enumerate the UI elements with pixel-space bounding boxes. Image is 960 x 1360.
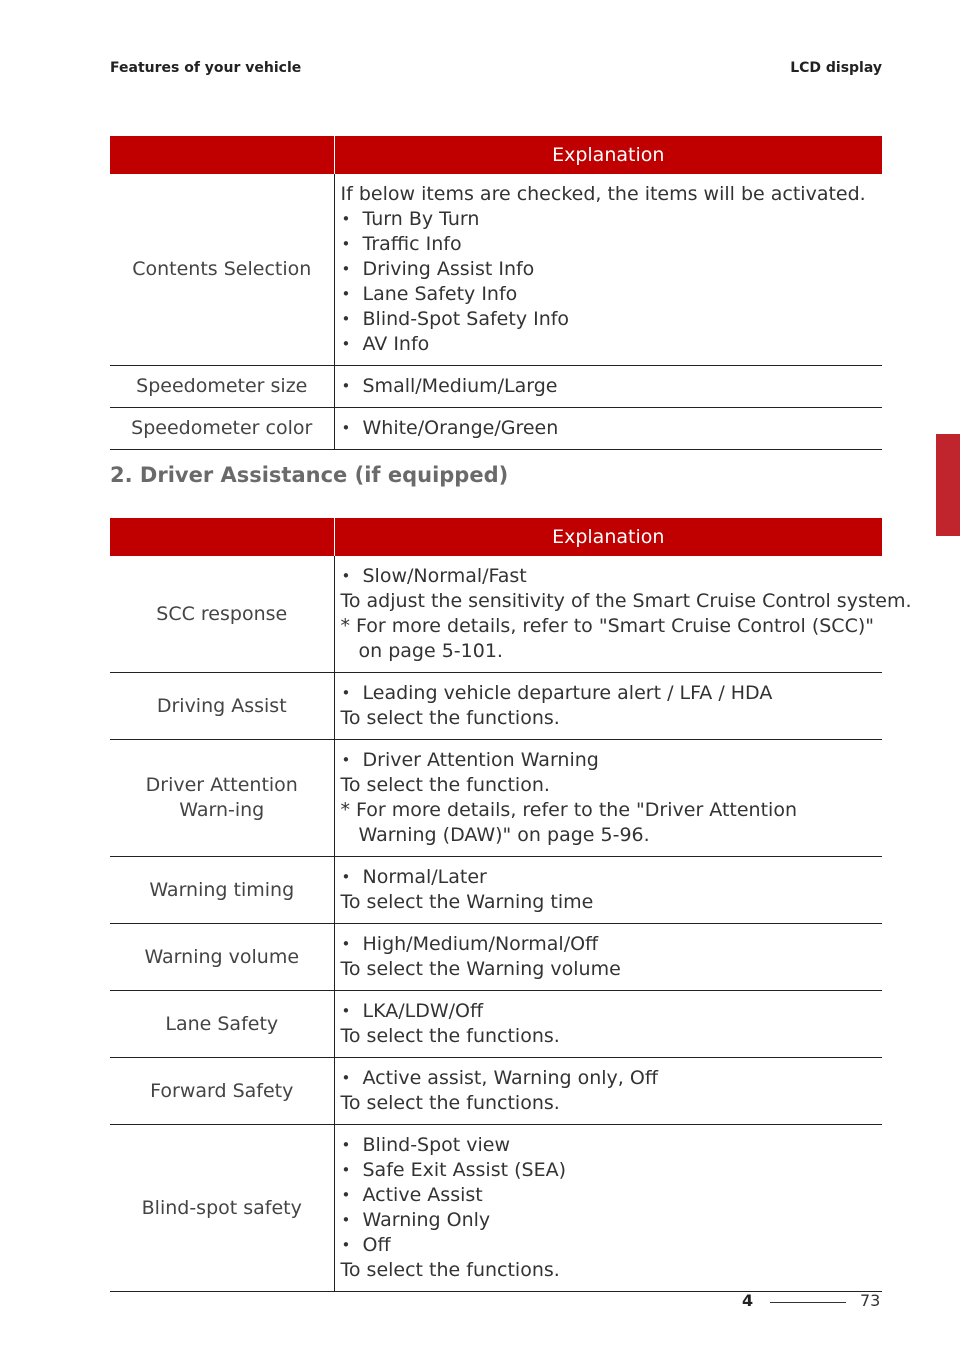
row-explanation (334, 1125, 882, 1292)
row-item-name: Contents Selection (110, 174, 334, 366)
explanation-text: To select the function. (340, 774, 550, 796)
explanation-text: To select the functions. (340, 1259, 560, 1281)
explanation-text: To select the functions. (340, 1025, 560, 1047)
footer-page-number: 73 (860, 1291, 881, 1310)
reference-note: * For more details, refer to "Smart Cruise Control (SCC)" on page 5-101. (340, 615, 874, 662)
explanation-text: To select the functions. (340, 1092, 560, 1114)
table-header-item (110, 518, 334, 556)
bullet-item: • High/Medium/Normal/Off (341, 932, 877, 957)
footer-chapter-number: 4 (742, 1291, 754, 1310)
table-row (110, 924, 882, 991)
table-header-item (110, 136, 334, 174)
row-explanation (334, 991, 882, 1058)
bullet-item: • Small/Medium/Large (341, 374, 877, 399)
row-explanation (334, 740, 882, 857)
section-title: 2. Driver Assistance (if equipped) (110, 463, 509, 487)
explanation-text: To select the Warning time (340, 891, 594, 913)
row-item-name: Speedometer color (110, 408, 334, 450)
row-explanation (334, 556, 912, 673)
row-explanation (334, 1058, 882, 1125)
bullet-item: • Leading vehicle departure alert / LFA / HDA (341, 681, 877, 706)
running-header-topic: LCD display (790, 60, 882, 76)
row-explanation (334, 857, 882, 924)
row-item-name: Driver Attention Warn-ing (110, 740, 334, 857)
bullet-item: • White/Orange/Green (341, 416, 877, 441)
row-item-name: Lane Safety (110, 991, 334, 1058)
row-explanation (334, 174, 882, 366)
row-item-name: Warning timing (110, 857, 334, 924)
bullet-item: • Safe Exit Assist (SEA) (341, 1158, 877, 1183)
bullet-item: • Driver Attention Warning (341, 748, 877, 773)
footer-divider (770, 1302, 846, 1303)
explanation-text: If below items are checked, the items will be activated. (340, 183, 866, 205)
table-row (110, 1058, 882, 1125)
table-row (110, 740, 882, 857)
bullet-item: • Blind-Spot Safety Info (341, 307, 877, 332)
table-header-explanation: Explanation (334, 518, 882, 556)
row-item-name: Speedometer size (110, 366, 334, 408)
table-row (110, 991, 882, 1058)
row-item-name: Driving Assist (110, 673, 334, 740)
bullet-item: • Active Assist (341, 1183, 877, 1208)
display-settings-table (110, 136, 882, 450)
row-item-name: SCC response (110, 556, 334, 673)
bullet-item: • Off (341, 1233, 877, 1258)
running-header-section: Features of your vehicle (110, 60, 302, 76)
table-header-row (110, 518, 882, 556)
table-row (110, 366, 882, 408)
table-row (110, 857, 882, 924)
row-explanation (334, 924, 882, 991)
reference-note: * For more details, refer to the "Driver Attention Warning (DAW)" on page 5-96. (340, 799, 797, 846)
chapter-tab-number: 4 (941, 514, 955, 538)
explanation-text: To adjust the sensitivity of the Smart Cruise Control system. (340, 590, 912, 612)
bullet-item: • Slow/Normal/Fast (341, 564, 877, 589)
table-row (110, 408, 882, 450)
bullet-item: • Turn By Turn (341, 207, 877, 232)
table-row (110, 1125, 882, 1292)
table-row (110, 673, 882, 740)
table-row (110, 174, 882, 366)
bullet-item: • Active assist, Warning only, Off (341, 1066, 877, 1091)
row-explanation (334, 673, 882, 740)
bullet-item: • Blind-Spot view (341, 1133, 877, 1158)
bullet-item: • AV Info (341, 332, 877, 357)
bullet-item: • Warning Only (341, 1208, 877, 1233)
row-explanation (334, 408, 882, 450)
table-header-explanation: Explanation (334, 136, 882, 174)
bullet-item: • Lane Safety Info (341, 282, 877, 307)
bullet-item: • LKA/LDW/Off (341, 999, 877, 1024)
bullet-item: • Driving Assist Info (341, 257, 877, 282)
row-item-name: Warning volume (110, 924, 334, 991)
table-row (110, 556, 882, 673)
row-item-name: Blind-spot safety (110, 1125, 334, 1292)
explanation-text: To select the functions. (340, 707, 560, 729)
explanation-text: To select the Warning volume (340, 958, 621, 980)
table-header-row (110, 136, 882, 174)
driver-assistance-table (110, 518, 912, 1292)
row-explanation (334, 366, 882, 408)
row-item-name: Forward Safety (110, 1058, 334, 1125)
bullet-item: • Normal/Later (341, 865, 877, 890)
bullet-item: • Traffic Info (341, 232, 877, 257)
